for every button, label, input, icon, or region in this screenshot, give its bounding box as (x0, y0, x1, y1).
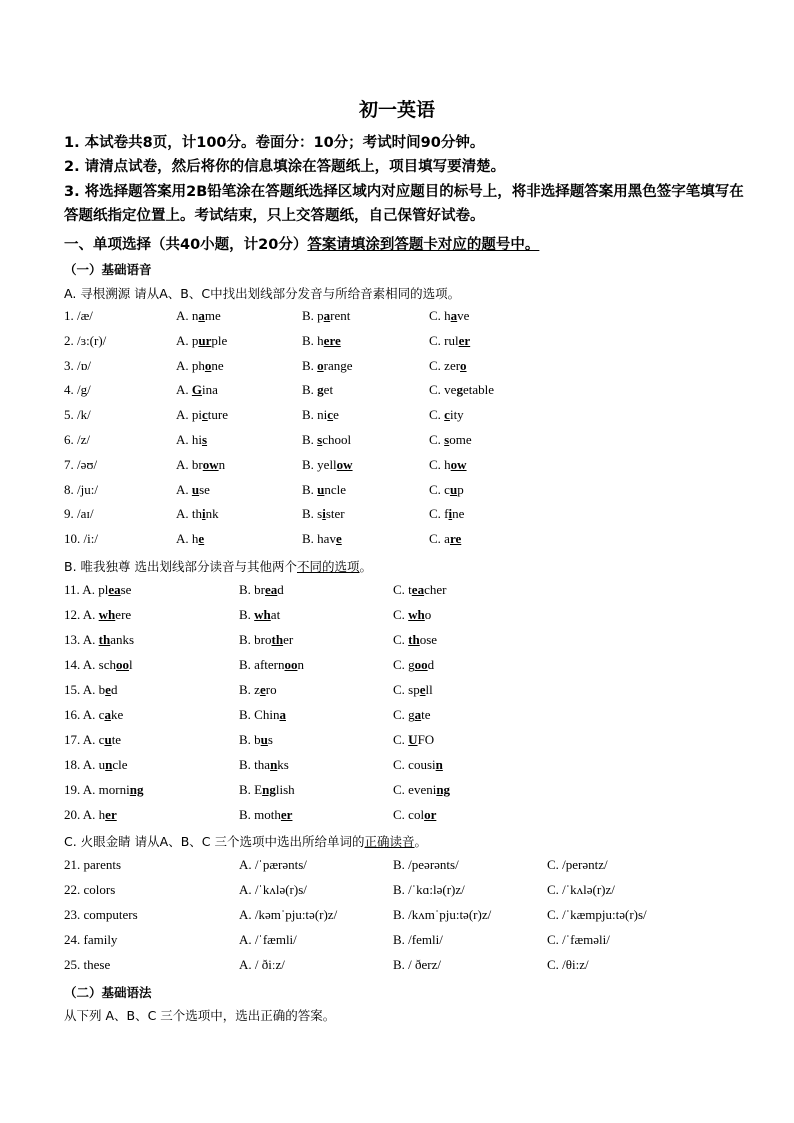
underlined-letters: th (408, 632, 420, 647)
option-suffix: rent (330, 308, 351, 323)
option-c (429, 506, 464, 522)
option-prefix: B. s (302, 506, 323, 522)
question-phoneme: 4. /g/ (64, 382, 91, 398)
option-suffix: ina (202, 382, 218, 398)
question-phoneme: 5. /k/ (64, 407, 91, 423)
option-prefix: A. h (176, 531, 199, 547)
underlined-letters: re (449, 531, 462, 547)
option-prefix: A. ph (176, 357, 205, 373)
option-a: A. / ðiːz/ (239, 957, 285, 972)
option-prefix: B. p (302, 308, 324, 323)
option-suffix: n (297, 657, 304, 672)
underlined-letters: ng (129, 782, 144, 797)
option-b (239, 732, 273, 748)
option-c (429, 407, 464, 423)
option-c (393, 657, 434, 673)
option-b (302, 407, 339, 423)
option-b (239, 582, 284, 598)
underlined-letters: e (259, 682, 266, 697)
option-suffix: ere (115, 607, 132, 622)
question-word: 22. colors (64, 882, 116, 897)
underlined-letters: a (450, 308, 458, 323)
note-2: 2. 请清点试卷，然后将你的信息填涂在答题纸上，项目填写要清楚。 (64, 159, 506, 175)
option-prefix: C. eveni (393, 782, 437, 797)
option-prefix: C. t (393, 582, 412, 597)
option-a (64, 732, 121, 748)
underlined-letters: i (448, 506, 453, 522)
option-prefix: A. (176, 481, 192, 497)
option-c (429, 531, 461, 547)
option-a (64, 582, 131, 598)
underlined-letters: e (335, 531, 342, 547)
option-prefix: C. a (429, 531, 450, 547)
underlined-letters: c (327, 407, 334, 423)
option-c: C. /perəntz/ (547, 857, 608, 872)
partC-row (0, 907, 794, 927)
underlined-letters: u (104, 732, 112, 747)
partC-instruction (64, 832, 427, 850)
option-prefix: A. hi (176, 432, 202, 447)
option-suffix: er (283, 632, 294, 647)
option-suffix: se (199, 481, 210, 497)
option-prefix: C. (393, 632, 409, 647)
underlined-letters: ere (323, 332, 341, 348)
option-prefix: C. (393, 732, 409, 747)
section1-heading-underlined: 答案请填涂到答题卡对应的题号中。 (307, 237, 540, 253)
option-prefix: C. h (429, 456, 451, 472)
option-b (239, 682, 277, 698)
option-suffix: o (424, 607, 432, 622)
option-suffix: ne (452, 506, 465, 522)
underlined-letters: th (271, 632, 284, 647)
option-suffix: et (323, 382, 334, 398)
option-a (176, 333, 227, 349)
option-prefix: C. col (393, 807, 425, 822)
option-prefix: B. h (302, 332, 324, 348)
option-suffix: p (457, 481, 464, 497)
underlined-letters: u (260, 732, 268, 747)
underlined-letters: oo (414, 657, 428, 672)
underlined-letters: u (191, 481, 200, 497)
option-prefix: 19. A. morni (64, 782, 130, 797)
option-a: A. /ˈkʌlə(r)s/ (239, 882, 307, 897)
option-a (64, 782, 143, 798)
option-c (393, 682, 433, 698)
option-prefix: B. hav (302, 531, 336, 547)
option-suffix: nk (205, 506, 219, 522)
option-prefix: B. tha (239, 757, 271, 772)
underlined-letters: e (198, 531, 205, 547)
partC-instruction-end: 。 (414, 834, 428, 849)
underlined-letters: a (104, 707, 111, 722)
underlined-letters: U (408, 732, 418, 747)
option-suffix: te (421, 707, 431, 722)
option-suffix: ve (457, 308, 470, 323)
option-b (302, 457, 353, 473)
option-a (176, 308, 221, 324)
option-c (393, 582, 446, 598)
option-b (302, 432, 351, 448)
partB-row (0, 782, 794, 802)
option-a (64, 707, 123, 723)
option-suffix: ll (425, 682, 433, 697)
option-b (239, 657, 304, 673)
underlined-letters: s (444, 432, 450, 447)
note-3: 3. 将选择题答案用2B铅笔涂在答题纸选择区域内对应题目的标号上，将非选择题答案用黑色签字笔填写在答题纸指定位置上。考试结束，只上交答题纸，自己保管好试卷。 (64, 184, 744, 224)
underlined-letters: oo (284, 657, 298, 672)
partB-row (0, 582, 794, 602)
partA-row (0, 457, 794, 477)
option-c (393, 782, 450, 798)
option-c (429, 308, 469, 324)
option-prefix: C. (429, 432, 445, 447)
underlined-letters: ow (450, 456, 467, 472)
option-b (239, 782, 295, 798)
underlined-letters: oo (116, 657, 129, 672)
option-a (176, 506, 219, 522)
part1-heading: （一）基础语音 (64, 262, 152, 277)
option-a: A. /ˈpærənts/ (239, 857, 307, 872)
option-prefix: C. f (429, 506, 449, 522)
option-suffix: ncle (324, 481, 347, 497)
option-suffix: cher (424, 582, 447, 597)
underlined-letters: a (279, 707, 286, 722)
option-prefix: C. c (429, 481, 450, 497)
option-prefix: A. th (176, 506, 202, 522)
partA-row (0, 333, 794, 353)
underlined-letters: i (202, 506, 206, 522)
underlined-letters: c (202, 407, 208, 423)
partA-row (0, 506, 794, 526)
option-b (302, 358, 353, 374)
option-prefix: C. (429, 407, 445, 423)
question-phoneme: 6. /z/ (64, 432, 90, 447)
partB-row (0, 607, 794, 627)
partC-instruction-text: C. 火眼金睛 请从A、B、C 三个选项中选出所给单词的 (64, 834, 365, 849)
option-prefix: B. E (239, 782, 263, 797)
option-b: B. /peərənts/ (393, 857, 459, 872)
option-a (64, 807, 117, 823)
partB-row (0, 707, 794, 727)
option-b: B. /kʌmˈpju:tə(r)z/ (393, 907, 492, 922)
option-prefix: B. Chin (239, 707, 280, 722)
option-c (393, 732, 434, 748)
partC-row (0, 857, 794, 877)
option-suffix: lish (275, 782, 295, 797)
question-phoneme: 3. /ɒ/ (64, 357, 92, 373)
option-suffix: l (129, 657, 133, 672)
option-prefix: C. g (393, 707, 415, 722)
option-prefix: 12. A. (64, 607, 99, 622)
underlined-letters: G (191, 382, 203, 398)
underlined-letters: ow (202, 456, 219, 472)
option-prefix: C. g (393, 657, 415, 672)
option-c (393, 607, 431, 623)
underlined-letters: n (105, 757, 113, 772)
question-word: 24. family (64, 932, 118, 947)
option-prefix: B. (302, 481, 318, 497)
option-prefix: B. moth (239, 807, 281, 822)
underlined-letters: wh (98, 607, 116, 622)
option-suffix: etable (462, 382, 494, 398)
partB-instruction-underlined: 不同的选项 (297, 559, 360, 574)
underlined-letters: th (98, 632, 111, 647)
partB-row (0, 657, 794, 677)
option-c (429, 432, 472, 448)
option-suffix: ple (211, 332, 228, 348)
underlined-letters: o (317, 357, 324, 373)
option-c (429, 457, 467, 473)
option-prefix: B. (302, 432, 318, 447)
underlined-letters: wh (408, 607, 425, 622)
option-c (429, 382, 494, 398)
option-c (393, 632, 437, 648)
partB-row (0, 732, 794, 752)
partA-row (0, 482, 794, 502)
option-prefix: 16. A. c (64, 707, 105, 722)
underlined-letters: u (449, 481, 458, 497)
partA-row (0, 407, 794, 427)
option-prefix: A. (176, 382, 192, 398)
option-b (239, 757, 289, 773)
option-b (239, 607, 280, 623)
option-a (64, 657, 133, 673)
option-suffix: cle (112, 757, 128, 772)
option-prefix: B. ni (302, 407, 328, 423)
underlined-letters: ur (198, 332, 212, 348)
option-b (239, 807, 292, 823)
underlined-letters: ng (262, 782, 276, 797)
underlined-letters: wh (254, 607, 271, 622)
option-suffix: ity (449, 407, 464, 423)
underlined-letters: or (424, 807, 437, 822)
option-c (429, 482, 464, 498)
underlined-letters: g (456, 382, 463, 398)
option-b: B. / ðerz/ (393, 957, 442, 972)
option-prefix: B. br (239, 582, 265, 597)
underlined-letters: g (317, 382, 324, 398)
option-suffix: ro (265, 682, 277, 697)
option-prefix: B. yell (302, 456, 337, 472)
section1-heading-text: 一、单项选择（共40小题，计20分） (64, 237, 308, 253)
option-prefix: C. rul (429, 332, 459, 348)
option-prefix: C. zer (429, 357, 461, 373)
underlined-letters: e (105, 682, 111, 697)
underlined-letters: ng (436, 782, 451, 797)
option-b (302, 506, 345, 522)
option-suffix: at (270, 607, 281, 622)
option-prefix: 14. A. sch (64, 657, 116, 672)
option-prefix: B. aftern (239, 657, 285, 672)
option-b (239, 707, 286, 723)
option-suffix: d (427, 657, 435, 672)
option-b (239, 632, 293, 648)
underlined-letters: er (280, 807, 293, 822)
option-prefix: B. (302, 382, 318, 398)
option-b: B. /femli/ (393, 932, 443, 947)
question-phoneme: 8. /ju:/ (64, 481, 98, 497)
option-suffix: ose (419, 632, 438, 647)
partA-row (0, 308, 794, 328)
option-prefix: 11. A. pl (64, 582, 109, 597)
partC-row (0, 932, 794, 952)
underlined-letters: u (317, 481, 325, 497)
partA-row (0, 531, 794, 551)
option-suffix: ture (207, 407, 228, 423)
option-prefix: B. bro (239, 632, 272, 647)
question-word: 23. computers (64, 907, 138, 922)
option-a (64, 632, 134, 648)
option-suffix: e (333, 407, 339, 423)
option-prefix: C. sp (393, 682, 420, 697)
partC-instruction-underlined: 正确读音 (364, 834, 415, 849)
underlined-letters: a (198, 308, 205, 323)
option-suffix: ne (211, 357, 224, 373)
option-suffix: FO (417, 732, 435, 747)
option-a (176, 457, 225, 473)
option-a: A. /ˈfæmli/ (239, 932, 297, 947)
option-prefix: B. (302, 357, 318, 373)
option-suffix: te (111, 732, 122, 747)
partA-row (0, 358, 794, 378)
underlined-letters: n (270, 757, 278, 772)
option-prefix: C. (393, 607, 409, 622)
option-prefix: 18. A. u (64, 757, 106, 772)
partB-instruction (64, 557, 372, 575)
option-a: A. /kəmˈpju:tə(r)z/ (239, 907, 338, 922)
option-suffix: anks (110, 632, 135, 647)
option-suffix: me (204, 308, 221, 323)
option-a (64, 757, 128, 773)
underlined-letters: s (317, 432, 323, 447)
question-phoneme: 7. /əʊ/ (64, 456, 98, 472)
option-prefix: B. (239, 607, 255, 622)
option-b (302, 308, 350, 324)
underlined-letters: er (105, 807, 117, 822)
option-prefix: 20. A. h (64, 807, 106, 822)
option-a (176, 432, 207, 448)
option-prefix: 13. A. (64, 632, 99, 647)
question-word: 21. parents (64, 857, 122, 872)
option-suffix: ome (449, 432, 472, 447)
underlined-letters: ea (411, 582, 425, 597)
underlined-letters: er (458, 332, 471, 348)
option-prefix: C. cousi (393, 757, 436, 772)
question-phoneme: 9. /aɪ/ (64, 506, 94, 522)
underlined-letters: i (322, 506, 326, 522)
option-suffix: ster (325, 506, 345, 522)
underlined-letters: s (202, 432, 208, 447)
underlined-letters: ea (108, 582, 121, 597)
option-suffix: ke (110, 707, 124, 722)
section1-heading (64, 233, 539, 254)
option-a (64, 682, 117, 698)
option-prefix: 15. A. b (64, 682, 106, 697)
question-phoneme: 10. /i:/ (64, 531, 98, 547)
option-c (393, 707, 431, 723)
option-b (302, 531, 342, 547)
option-prefix: 17. A. c (64, 732, 105, 747)
option-c (393, 757, 443, 773)
option-a (176, 358, 224, 374)
option-prefix: A. br (176, 456, 203, 472)
option-c: C. /ˈkʌlə(r)z/ (547, 882, 615, 897)
option-b: B. /ˈkɑ:lə(r)z/ (393, 882, 465, 897)
partA-row (0, 432, 794, 452)
option-c: C. /ˈkæmpju:tə(r)s/ (547, 907, 647, 922)
partC-row (0, 882, 794, 902)
option-c: C. /ˈfæməli/ (547, 932, 610, 947)
partB-instruction-text: B. 唯我独尊 选出划线部分读音与其他两个 (64, 559, 297, 574)
underlined-letters: e (419, 682, 426, 697)
question-phoneme: 1. /æ/ (64, 308, 93, 323)
partB-row (0, 632, 794, 652)
option-prefix: A. pi (176, 407, 202, 423)
partA-instruction: A. 寻根溯源 请从A、B、C中找出划线部分发音与所给音素相同的选项。 (64, 286, 461, 301)
option-c: C. /θi:z/ (547, 957, 589, 972)
underlined-letters: a (323, 308, 331, 323)
partB-row (0, 682, 794, 702)
partA-row (0, 382, 794, 402)
partC-row (0, 957, 794, 977)
partB-row (0, 757, 794, 777)
part2-heading: （二）基础语法 (64, 985, 152, 1000)
option-suffix: s (267, 732, 273, 747)
option-suffix: d (277, 582, 284, 597)
option-suffix: chool (322, 432, 352, 447)
underlined-letters: ea (265, 582, 278, 597)
option-b (302, 482, 346, 498)
underlined-letters: n (435, 757, 443, 772)
option-c (429, 333, 470, 349)
partB-instruction-end: 。 (359, 559, 373, 574)
underlined-letters: ow (336, 456, 353, 472)
option-b (302, 382, 333, 398)
option-c (393, 807, 436, 823)
option-a (176, 531, 204, 547)
option-suffix: n (218, 456, 226, 472)
option-suffix: range (323, 357, 353, 373)
option-prefix: C. ve (429, 382, 457, 398)
option-suffix: d (110, 682, 118, 697)
note-1: 1. 本试卷共8页，计100分。卷面分：10分；考试时间90分钟。 (64, 135, 485, 151)
option-suffix: se (120, 582, 132, 597)
option-prefix: A. n (176, 308, 199, 323)
option-a (176, 407, 228, 423)
question-phoneme: 2. /ɜ:(r)/ (64, 332, 107, 348)
option-prefix: B. b (239, 732, 261, 747)
option-c (429, 358, 467, 374)
option-suffix: ks (277, 757, 289, 772)
option-prefix: B. z (239, 682, 260, 697)
page-title: 初一英语 (358, 99, 435, 121)
underlined-letters: a (414, 707, 422, 722)
question-word: 25. these (64, 957, 111, 972)
option-a (64, 607, 131, 623)
part2-instruction: 从下列 A、B、C 三个选项中，选出正确的答案。 (64, 1008, 336, 1023)
underlined-letters: c (444, 407, 450, 423)
option-prefix: C. h (429, 308, 451, 323)
option-b (302, 333, 341, 349)
underlined-letters: o (204, 357, 212, 373)
option-a (176, 382, 218, 398)
option-prefix: A. p (176, 332, 199, 348)
partB-row (0, 807, 794, 827)
underlined-letters: o (460, 357, 467, 373)
option-a (176, 482, 210, 498)
